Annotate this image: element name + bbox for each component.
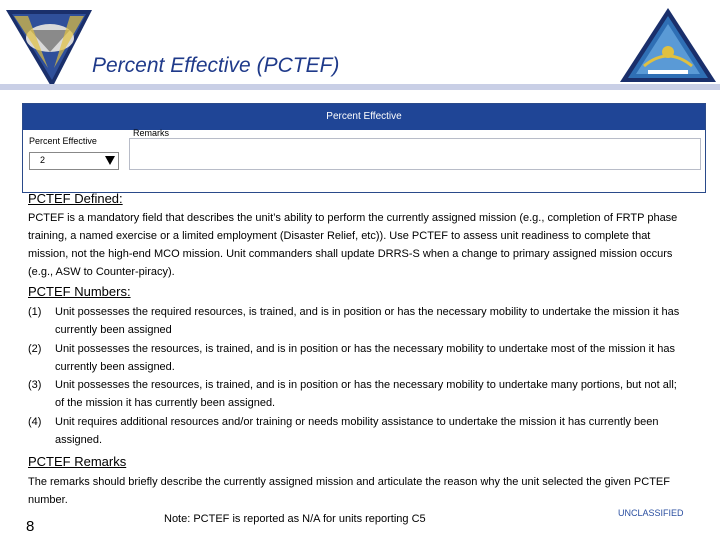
remarks-input[interactable] <box>129 138 701 170</box>
list-item-text: Unit possesses the resources, is trained, and is in position or has the necessary mobility to undertake most of the mission it has currently been assigned. <box>55 343 675 373</box>
page-title: Percent Effective (PCTEF) <box>92 54 340 77</box>
list-item-number: (2) <box>28 343 42 355</box>
remarks-label: Remarks <box>133 128 170 138</box>
header-divider <box>0 84 720 90</box>
page-number: 8 <box>26 518 35 535</box>
classification-label: UNCLASSIFIED <box>618 508 684 518</box>
remarks-heading: PCTEF Remarks <box>28 454 127 469</box>
defined-text: PCTEF is a mandatory field that describes the unit’s ability to perform the currently assigned mission (e.g., completion of FRTP phase training, a named exercise or a limited employment (Disaster Relief, etc)). Use PCTEF to assess unit readiness to complete that mission, not the high-end MCO mission. Unit commanders shall update DRRS-S when a change to primary assigned mission occurs (e.g., ASW to Counter-piracy). <box>28 212 678 278</box>
percent-effective-select[interactable] <box>29 152 119 170</box>
list-item-number: (1) <box>28 306 42 318</box>
list-item-text: Unit possesses the resources, is trained, and is in position or has the necessary mobility to undertake many portions, but not all; of the mission it has currently been assigned. <box>55 379 677 409</box>
list-item-text: Unit requires additional resources and/or training or needs mobility assistance to undertake the mission it has currently been assigned. <box>55 416 659 446</box>
list-item-number: (4) <box>28 416 42 428</box>
numbers-heading: PCTEF Numbers: <box>28 284 131 299</box>
navy-emblem-icon <box>4 8 94 90</box>
list-item-number: (3) <box>28 379 42 391</box>
percent-effective-label: Percent Effective <box>29 136 97 146</box>
command-seal-icon <box>618 6 718 84</box>
dropdown-arrow-icon[interactable] <box>105 156 115 165</box>
select-value: 2 <box>40 155 46 165</box>
defined-heading: PCTEF Defined: <box>28 191 123 206</box>
remarks-text: The remarks should briefly describe the currently assigned mission and articulate the reason why the unit selected the given PCTEF number. <box>28 476 670 506</box>
list-item-text: Unit possesses the required resources, is trained, and is in position or has the necessary mobility to undertake the mission it has currently been assigned <box>55 306 680 336</box>
note-text: Note: PCTEF is reported as N/A for units reporting C5 <box>164 513 426 525</box>
pctef-form-panel <box>22 103 706 193</box>
panel-header: Percent Effective <box>23 104 705 130</box>
